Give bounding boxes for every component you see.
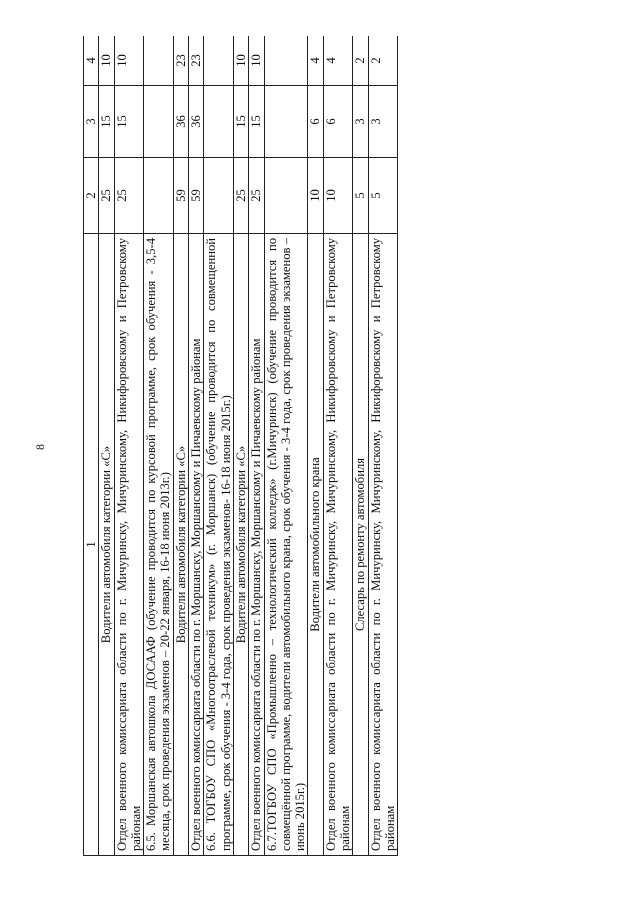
category-row [173, 36, 188, 856]
value-cell-col3: 15 [249, 86, 264, 158]
value-cell-col3: 6 [308, 86, 323, 158]
value-cell-col4: 4 [308, 36, 323, 86]
description-cell: Отдел военного комиссариата области по г. Моршанску, Моршанскому и Пичаевскому районам [189, 234, 204, 856]
table-row [114, 36, 144, 856]
value-cell-col2 [144, 158, 174, 234]
value-cell-col4 [204, 36, 234, 86]
value-cell-col4: 10 [99, 36, 114, 86]
table-row [323, 36, 353, 856]
category-row [308, 36, 323, 856]
value-cell-col3: 15 [99, 86, 114, 158]
header-cell: 2 [84, 158, 99, 234]
description-cell: Отдел военного комиссариата области по г. Мичуринску, Мичуринскому, Никифоровскому и Петровскому районам [368, 234, 398, 856]
description-cell: Отдел военного комиссариата области по г. Мичуринску, Мичуринскому, Никифоровскому и Петровскому районам [114, 234, 144, 856]
data-table [83, 36, 398, 856]
table-row [249, 36, 264, 856]
table-row [368, 36, 398, 856]
value-cell-col3 [204, 86, 234, 158]
value-cell-col4: 4 [323, 36, 353, 86]
value-cell-col2 [204, 158, 234, 234]
value-cell-col3 [144, 86, 174, 158]
description-cell: Водители автомобиля категории «С» [99, 234, 114, 856]
value-cell-col3 [264, 86, 308, 158]
description-cell: 6.5. Моршанская автошкола ДОСААФ (обучение проводится по курсовой программе, срок обучения - 3,5-4 месяца, срок проведения экзаменов – 20-22 января, 16-18 июня 2013г.) [144, 234, 174, 856]
table-body [99, 36, 398, 856]
value-cell-col2: 59 [173, 158, 188, 234]
rotated-table-area [83, 36, 588, 856]
description-cell: Отдел военного комиссариата области по г. Мичуринску, Мичуринскому, Никифоровскому и Петровскому районам [323, 234, 353, 856]
value-cell-col4: 23 [189, 36, 204, 86]
value-cell-col4: 2 [368, 36, 398, 86]
value-cell-col2: 10 [323, 158, 353, 234]
value-cell-col3: 15 [114, 86, 144, 158]
value-cell-col2: 25 [249, 158, 264, 234]
header-cell: 4 [84, 36, 99, 86]
header-cell: 1 [84, 234, 99, 856]
table-row [144, 36, 174, 856]
value-cell-col4 [144, 36, 174, 86]
header-row [84, 36, 99, 856]
value-cell-col2: 25 [99, 158, 114, 234]
value-cell-col2: 5 [368, 158, 398, 234]
description-cell: 6.6. ТОГБОУ СПО «Многоотраслевой техникум» (г. Моршанск) (обучение проводится по совмещенной программе, срок обучения - 3-4 года, срок проведения экзаменов- 16-18 июня 2015г.) [204, 234, 234, 856]
value-cell-col3: 36 [189, 86, 204, 158]
description-cell: Водители автомобильного крана [308, 234, 323, 856]
description-cell: Водители автомобиля категории «С» [173, 234, 188, 856]
description-cell: 6.7.ТОГБОУ СПО «Промышленно – технологический колледж» (г.Мичуринск) (обучение проводится по совмещённой программе, водители автомобильного крана, срок обучения - 3-4 года, срок проведения экзаменов – июнь 2015г.) [264, 234, 308, 856]
value-cell-col4: 10 [114, 36, 144, 86]
value-cell-col3: 6 [323, 86, 353, 158]
rotated-content [83, 36, 588, 856]
category-row [99, 36, 114, 856]
description-cell: Водители автомобиля категории «С» [233, 234, 248, 856]
table-row [204, 36, 234, 856]
value-cell-col2 [264, 158, 308, 234]
value-cell-col4 [264, 36, 308, 86]
value-cell-col2: 10 [308, 158, 323, 234]
value-cell-col4: 10 [249, 36, 264, 86]
description-cell: Отдел военного комиссариата области по г. Моршанску, Моршанскому и Пичаевскому районам [249, 234, 264, 856]
value-cell-col4: 23 [173, 36, 188, 86]
value-cell-col3: 3 [368, 86, 398, 158]
description-cell: Слесарь по ремонту автомобиля [353, 234, 368, 856]
value-cell-col3: 36 [173, 86, 188, 158]
category-row [353, 36, 368, 856]
value-cell-col4: 10 [233, 36, 248, 86]
value-cell-col2: 25 [233, 158, 248, 234]
value-cell-col2: 25 [114, 158, 144, 234]
page-number: 8 [33, 444, 47, 450]
value-cell-col3: 3 [353, 86, 368, 158]
value-cell-col4: 2 [353, 36, 368, 86]
table-row [264, 36, 308, 856]
category-row [233, 36, 248, 856]
value-cell-col2: 5 [353, 158, 368, 234]
header-cell: 3 [84, 86, 99, 158]
value-cell-col3: 15 [233, 86, 248, 158]
table-row [189, 36, 204, 856]
value-cell-col2: 59 [189, 158, 204, 234]
